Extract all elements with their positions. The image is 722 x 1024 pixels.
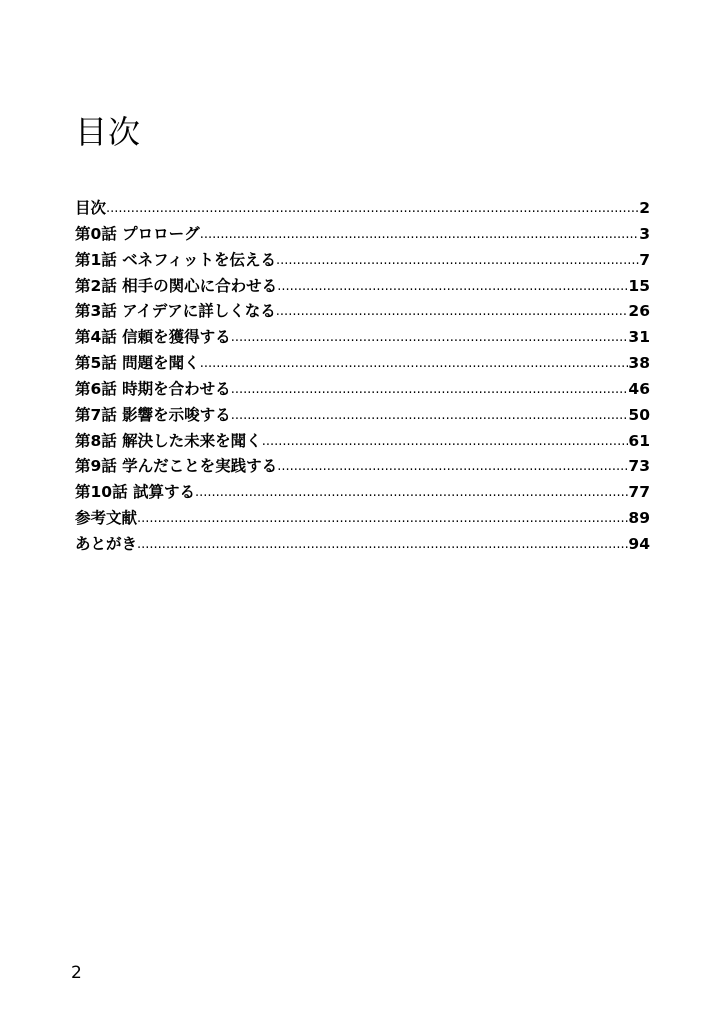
toc-entry[interactable] xyxy=(75,377,650,403)
toc-entry-page: 50 xyxy=(628,405,650,424)
toc-leader-dots xyxy=(262,428,629,455)
toc-entry[interactable] xyxy=(75,299,650,325)
toc-entry[interactable] xyxy=(75,325,650,351)
table-of-contents xyxy=(75,196,650,558)
toc-entry-page: 73 xyxy=(628,457,650,476)
toc-entry[interactable] xyxy=(75,351,650,377)
toc-leader-dots xyxy=(231,402,629,429)
toc-entry-label: 第8話 解決した未来を聞く xyxy=(75,431,262,450)
toc-entry-page: 15 xyxy=(628,276,650,295)
toc-leader-dots xyxy=(200,350,629,377)
page-number: 2 xyxy=(71,963,82,983)
toc-entry[interactable] xyxy=(75,480,650,506)
toc-leader-dots xyxy=(195,479,628,506)
toc-entry-page: 38 xyxy=(628,354,650,373)
toc-entry-page: 89 xyxy=(628,509,650,528)
toc-entry-page: 77 xyxy=(628,483,650,502)
toc-entry-page: 7 xyxy=(639,250,650,269)
toc-entry-label: 第5話 問題を聞く xyxy=(75,354,200,373)
toc-entry-label: 第1話 ベネフィットを伝える xyxy=(75,250,276,269)
toc-entry-page: 2 xyxy=(639,199,650,217)
toc-leader-dots xyxy=(276,298,629,325)
toc-entry[interactable] xyxy=(75,248,650,274)
toc-entry-page: 31 xyxy=(628,328,650,347)
toc-entry[interactable] xyxy=(75,403,650,429)
toc-leader-dots xyxy=(277,273,628,300)
toc-entry[interactable] xyxy=(75,532,650,558)
toc-leader-dots xyxy=(137,505,628,532)
toc-entry-label: 第9話 学んだことを実践する xyxy=(75,457,278,476)
toc-entry-label: 第2話 相手の関心に合わせる xyxy=(75,276,278,295)
toc-entry[interactable] xyxy=(75,274,650,300)
toc-entry-page: 94 xyxy=(628,534,650,553)
toc-entry-label: 第6話 時期を合わせる xyxy=(75,379,231,398)
toc-entry[interactable] xyxy=(75,196,650,222)
toc-entry[interactable] xyxy=(75,222,650,248)
toc-entry-label: 第0話 プロローグ xyxy=(75,224,200,243)
toc-entry-page: 26 xyxy=(628,302,650,321)
toc-entry[interactable] xyxy=(75,506,650,532)
toc-entry-page: 61 xyxy=(628,431,650,450)
toc-entry-page: 46 xyxy=(628,379,650,398)
toc-entry[interactable] xyxy=(75,429,650,455)
toc-entry-label: あとがき xyxy=(75,534,138,553)
toc-entry-label: 第10話 試算する xyxy=(75,483,195,502)
toc-entry-label: 参考文献 xyxy=(75,509,138,528)
toc-entry-label: 第7話 影響を示唆する xyxy=(75,405,231,424)
toc-entry-label: 第4話 信頼を獲得する xyxy=(75,328,231,347)
toc-entry[interactable] xyxy=(75,454,650,480)
toc-leader-dots xyxy=(231,324,629,351)
toc-entry-label: 第3話 アイデアに詳しくなる xyxy=(75,302,276,321)
toc-entry-page: 3 xyxy=(639,224,650,243)
toc-leader-dots xyxy=(137,531,628,558)
toc-leader-dots xyxy=(200,221,640,248)
page-title: 目次 xyxy=(75,113,142,151)
toc-leader-dots xyxy=(106,195,639,222)
toc-leader-dots xyxy=(276,247,639,274)
toc-leader-dots xyxy=(277,453,628,480)
toc-leader-dots xyxy=(231,376,629,403)
toc-entry-label: 目次 xyxy=(75,199,107,217)
